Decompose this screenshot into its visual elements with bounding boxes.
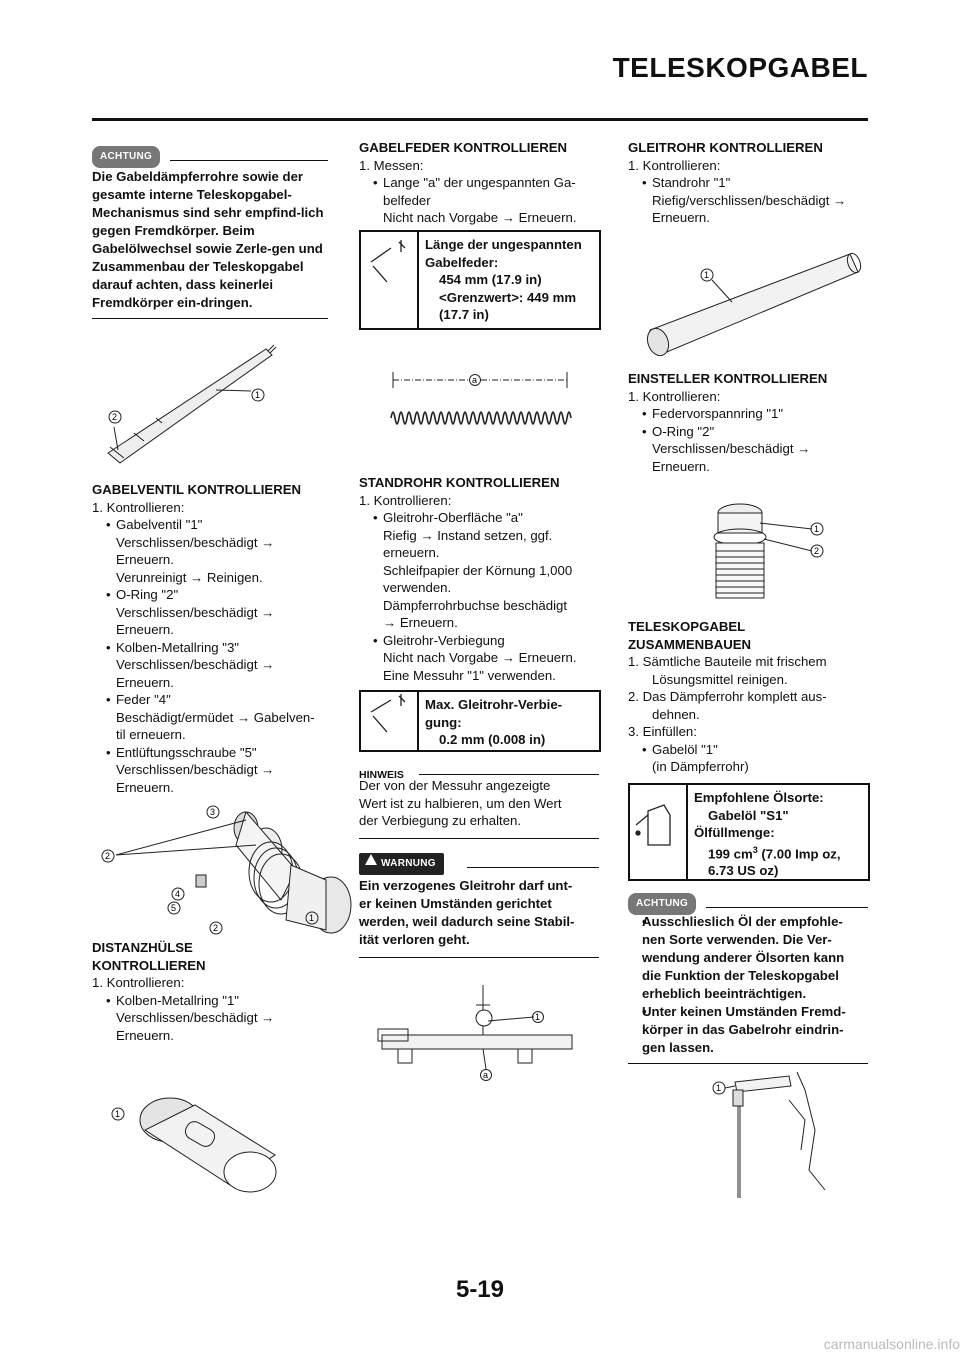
- outer-item: • Standrohr "1": [628, 174, 868, 192]
- warning-icon: [365, 854, 377, 865]
- tube-item-1-line-4: verwenden.: [383, 580, 452, 595]
- warning-line-2: er keinen Umständen gerichtet: [359, 896, 552, 911]
- valve-heading: GABELVENTIL KONTROLLIEREN: [92, 482, 302, 497]
- caution-2-item-2: • Unter keinen Umständen Fremd-: [628, 1003, 868, 1021]
- fig2-label-5: 5: [171, 903, 177, 913]
- caution-badge: ACHTUNG: [92, 146, 160, 168]
- adj-step: 1. Kontrollieren:: [628, 388, 721, 404]
- collar-heading-1: DISTANZHÜLSE: [92, 940, 193, 955]
- note-line-1: Der von der Messuhr angezeigte: [359, 778, 551, 793]
- caution-text: Die Gabeldämpferrohre sowie der gesamte interne Teleskopgabel-Mechanismus sind sehr empfind-lich gegen Fremdkörper. Beim Gabelölwechsel sowie Zerle-gen und Zusammenbau der Teleskopgabel darauf achten, dass keinerlei Fremdkörper ein-dringen.: [92, 169, 324, 310]
- tube-item-2-line-2: Eine Messuhr "1" verwenden.: [383, 667, 556, 683]
- note-end-rule: [359, 838, 599, 839]
- fig3-label-1: 1: [115, 1109, 121, 1119]
- adj-fig-label-2: 2: [814, 546, 820, 556]
- spring-section: [359, 139, 599, 227]
- warning-badge: [359, 853, 444, 875]
- collar-heading-2: KONTROLLIEREN: [92, 957, 206, 973]
- adjuster-figure: [710, 495, 830, 610]
- tube-item-1-line-5: Dämpferrohrbuchse beschädigt: [383, 597, 567, 613]
- gauge-label-a: a: [483, 1070, 489, 1080]
- caution-2-item-1-l2: nen Sorte verwenden. Die Ver-: [642, 932, 832, 947]
- outer-heading: GLEITROHR KONTROLLIEREN: [628, 140, 823, 155]
- bend-spec-box: [359, 690, 601, 752]
- valve-item-5-line-2: Erneuern.: [116, 779, 174, 795]
- asm-step-2: 2. Das Dämpferrohr komplett aus-: [628, 689, 827, 704]
- note-rule: [419, 774, 599, 775]
- tube-section: [359, 474, 604, 684]
- damper-rod-figure: [96, 345, 336, 470]
- spring-fig-label-a: a: [472, 375, 478, 385]
- valve-item-4-line-1: Beschädigt/ermüdet → Gabelven-: [116, 709, 315, 725]
- measure-icon: [361, 232, 419, 328]
- tube-item-1: • Gleitrohr-Oberfläche "a": [359, 509, 604, 527]
- oil-fill-figure: [705, 1070, 835, 1205]
- valve-item-3-line-2: Erneuern.: [116, 674, 174, 690]
- adj-line-1: Verschlissen/beschädigt →: [652, 441, 811, 456]
- valve-item-5-line-1: Verschlissen/beschädigt →: [116, 762, 275, 777]
- fig1-label-1: 1: [255, 390, 261, 400]
- asm-step-2-cont: dehnen.: [652, 706, 700, 722]
- collar-step: 1. Kontrollieren:: [92, 975, 185, 990]
- collar-item: • Kolben-Metallring "1": [92, 992, 332, 1010]
- warning-line-4: ität verloren geht.: [359, 932, 470, 947]
- warning-badge-label: WARNUNG: [381, 858, 436, 869]
- footer-watermark: carmanualsonline.info: [823, 1336, 960, 1352]
- fork-spring-figure: [385, 370, 580, 430]
- caution-2-item-1-l4: die Funktion der Teleskopgabel: [642, 968, 839, 983]
- spec3-line-1: Empfohlene Ölsorte:: [694, 790, 824, 805]
- adj-item-1: • Federvorspannring "1": [628, 405, 868, 423]
- valve-item-2-line-1: Verschlissen/beschädigt →: [116, 604, 275, 620]
- outer-line-1: Riefig/verschlissen/beschädigt →: [652, 192, 847, 208]
- fig2-label-3: 3: [210, 807, 216, 817]
- assembly-section: [628, 618, 868, 776]
- tube-item-2: • Gleitrohr-Verbiegung: [359, 632, 604, 650]
- caution-2-end-rule: [628, 1063, 868, 1064]
- outer-tube-section: [628, 139, 868, 227]
- title-rule: [92, 118, 868, 121]
- valve-item-3: • Kolben-Metallring "3": [92, 639, 332, 657]
- adj-line-2: Erneuern.: [652, 458, 710, 474]
- tube-step: 1. Kontrollieren:: [359, 492, 452, 508]
- note-section: [359, 765, 599, 839]
- asm-item-sub: (in Dämpferrohr): [652, 759, 749, 774]
- warning-line-3: werden, weil dadurch seine Stabil-: [359, 914, 575, 929]
- oil-can-icon: [630, 785, 688, 879]
- valve-item-1-line-2: Erneuern.: [116, 552, 174, 567]
- outer-step: 1. Kontrollieren:: [628, 157, 721, 173]
- caution-2-section: [628, 893, 868, 1064]
- spec3-line-5: 6.73 US oz): [708, 863, 779, 879]
- spring-heading: GABELFEDER KONTROLLIEREN: [359, 140, 568, 155]
- caution-rule: [170, 160, 328, 161]
- valve-item-2: • O-Ring "2": [92, 586, 332, 604]
- tube-heading: STANDROHR KONTROLLIEREN: [359, 475, 560, 490]
- caution-2-item-2-l2: körper in das Gabelrohr eindrin-: [642, 1022, 844, 1037]
- outer-line-2: Erneuern.: [652, 210, 710, 225]
- adj-item-2: • O-Ring "2": [628, 423, 868, 441]
- asm-step-1: 1. Sämtliche Bauteile mit frischem: [628, 654, 827, 669]
- spring-item-line-3: Nicht nach Vorgabe → Erneuern.: [383, 210, 577, 225]
- valve-item-1-line-3: Verunreinigt → Reinigen.: [116, 569, 263, 585]
- tube-item-2-line-1: Nicht nach Vorgabe → Erneuern.: [383, 650, 577, 665]
- fork-valve-figure: [96, 800, 336, 935]
- spec1-line-5: (17.7 in): [439, 307, 489, 322]
- asm-item: • Gabelöl "1": [628, 741, 868, 759]
- spec3-line-3: Ölfüllmenge:: [694, 825, 775, 840]
- caution-2-item-1-l3: wendung anderer Ölsorten kann: [642, 950, 845, 965]
- valve-item-4-line-2: til erneuern.: [116, 727, 186, 742]
- spring-item: • Lange "a" der ungespannten Ga-: [359, 174, 599, 192]
- adj-fig-label-1: 1: [814, 524, 820, 534]
- spec2-line-2: gung:: [425, 714, 462, 730]
- spec1-line-1: Länge der ungespannten: [425, 237, 582, 252]
- spec2-line-3: 0.2 mm (0.008 in): [439, 732, 546, 747]
- caution-2-item-2-l3: gen lassen.: [642, 1040, 714, 1055]
- fig2-label-2a: 2: [105, 851, 111, 861]
- collar-figure: [100, 1090, 320, 1200]
- outer-fig-label-1: 1: [704, 270, 710, 280]
- valve-step: 1. Kontrollieren:: [92, 499, 185, 515]
- fig1-label-2: 2: [112, 412, 118, 422]
- spec3-line-4: [694, 842, 864, 863]
- valve-item-1-line-1: Verschlissen/beschädigt →: [116, 534, 275, 550]
- asm-step-1-cont: Lösungsmittel reinigen.: [652, 671, 788, 687]
- caution-2-item-1-l5: erheblich beeinträchtigen.: [642, 986, 807, 1001]
- warning-line-1: Ein verzogenes Gleitrohr darf unt-: [359, 878, 573, 893]
- fig2-label-2b: 2: [213, 923, 219, 933]
- warning-end-rule: [359, 957, 599, 958]
- spec1-line-3: 454 mm (17.9 in): [439, 272, 542, 287]
- caution-2-badge: ACHTUNG: [628, 893, 696, 915]
- spring-item-line-2: belfeder: [383, 192, 431, 208]
- fig2-label-4: 4: [175, 889, 181, 899]
- caution-2-item-1: • Ausschlieslich Öl der empfohle-: [628, 913, 868, 931]
- collar-line-2: Erneuern.: [116, 1027, 174, 1043]
- tube-item-1-line-3: Schleifpapier der Körnung 1,000: [383, 562, 573, 578]
- collar-line-1: Verschlissen/beschädigt →: [116, 1010, 275, 1025]
- collar-section: [92, 939, 332, 1044]
- note-line-2: Wert ist zu halbieren, um den Wert: [359, 795, 562, 811]
- spec1-line-2: Gabelfeder:: [425, 254, 499, 270]
- page-number: 5-19: [455, 1276, 505, 1303]
- valve-item-5: • Entlüftungsschraube "5": [92, 744, 332, 762]
- fig2-label-1: 1: [309, 913, 315, 923]
- asm-heading-1: TELESKOPGABEL: [628, 619, 746, 634]
- outer-tube-figure: [640, 250, 870, 360]
- spring-spec-box: [359, 230, 601, 330]
- spec3-line-4a: 199 cm: [708, 845, 753, 861]
- page-title: TELESKOPGABEL: [612, 52, 868, 83]
- note-badge: HINWEIS: [359, 769, 404, 781]
- gauge-label-1: 1: [535, 1012, 541, 1022]
- adjuster-section: [628, 370, 868, 475]
- asm-heading-2: ZUSAMMENBAUEN: [628, 636, 752, 652]
- valve-item-2-line-2: Erneuern.: [116, 622, 174, 637]
- tube-item-1-line-2: erneuern.: [383, 545, 440, 560]
- valve-item-4: • Feder "4": [92, 691, 332, 709]
- tube-item-1-line-6: → Erneuern.: [383, 615, 458, 630]
- measure-icon-2: [361, 692, 419, 750]
- dial-gauge-figure: [378, 985, 588, 1085]
- spring-step: 1. Messen:: [359, 157, 424, 173]
- asm-step-3: 3. Einfüllen:: [628, 724, 697, 739]
- tube-item-1-line-1: Riefig → Instand setzen, ggf.: [383, 527, 553, 543]
- spec2-line-1: Max. Gleitrohr-Verbie-: [425, 697, 563, 712]
- valve-item-1: • Gabelventil "1": [92, 516, 332, 534]
- caution-end-rule: [92, 318, 328, 319]
- note-line-3: der Verbiegung zu erhalten.: [359, 813, 522, 828]
- oil-spec-box: [628, 783, 870, 881]
- spec3-line-4b: (7.00 Imp oz,: [757, 845, 841, 861]
- caution-2-rule: [706, 907, 868, 908]
- fill-fig-label-1: 1: [716, 1083, 722, 1093]
- valve-section: [92, 481, 332, 796]
- spec3-line-2: Gabelöl "S1": [708, 807, 789, 823]
- spec1-line-4: <Grenzwert>: 449 mm: [439, 289, 577, 305]
- valve-item-3-line-1: Verschlissen/beschädigt →: [116, 657, 275, 672]
- adj-heading: EINSTELLER KONTROLLIEREN: [628, 371, 828, 386]
- column-1: [92, 146, 328, 319]
- warning-section: [359, 853, 599, 958]
- warning-rule: [467, 867, 599, 868]
- spec3-line-4-sup: 3: [752, 844, 758, 855]
